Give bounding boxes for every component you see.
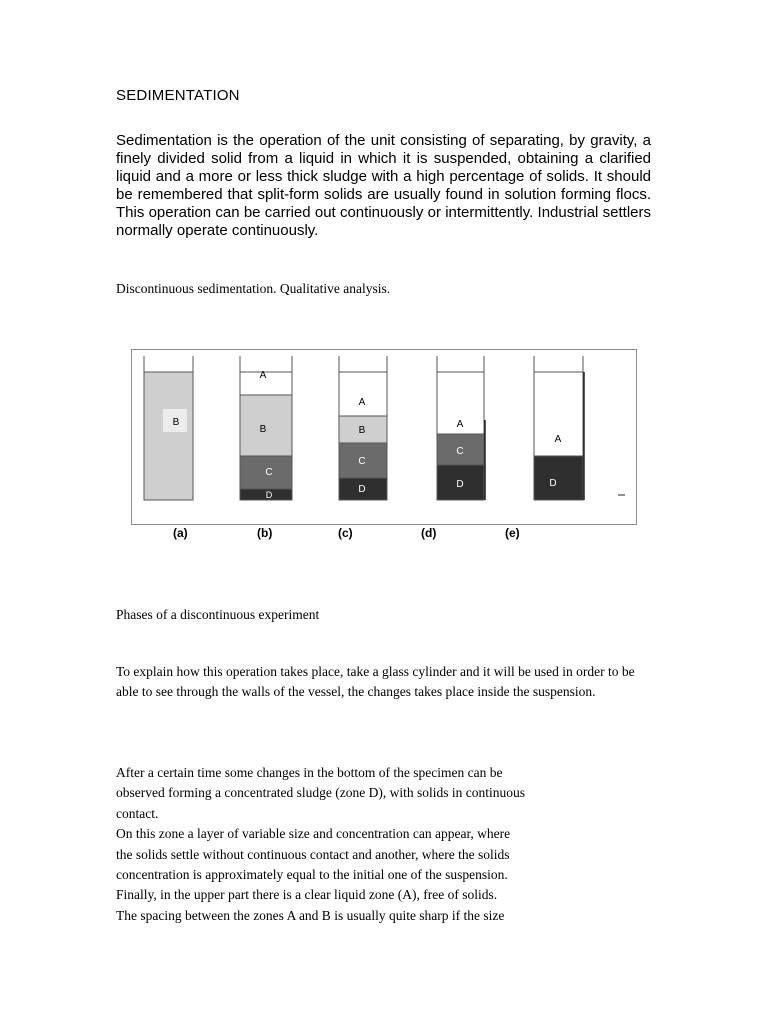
figure-caption: Phases of a discontinuous experiment: [116, 607, 320, 622]
section-subheading: Discontinuous sedimentation. Qualitative analysis.: [116, 281, 391, 296]
cylinder-a-label-b: B: [172, 417, 180, 428]
cylinder-c-label-c: C: [358, 456, 366, 467]
paragraph-line: concentration is approximately equal to the initial one of the suspension.: [116, 867, 508, 883]
cylinder-b-label-c: C: [265, 467, 273, 478]
cylinder-e-zone-d: [534, 456, 583, 500]
cylinder-b: [240, 356, 292, 500]
paragraph-line: After a certain time some changes in the bottom of the specimen can be: [116, 765, 503, 780]
body-paragraph-1: To explain how this operation takes place, take a glass cylinder and it will be used in order to be able to see through the walls of the vessel, the changes takes place inside the suspension.: [116, 664, 635, 700]
cylinder-e-label-d: D: [549, 478, 557, 489]
cylinder-d-label-d: D: [456, 479, 464, 490]
panel-label-d: (d): [421, 526, 437, 540]
cylinder-c-label-d: D: [358, 484, 366, 495]
cylinder-e-label-a: A: [554, 434, 562, 445]
cylinder-b-label-b: B: [259, 424, 267, 435]
document-title: SEDIMENTATION: [116, 87, 240, 104]
paragraph-line: The spacing between the zones A and B is usually quite sharp if the size: [116, 907, 505, 923]
cylinder-e: [534, 356, 584, 500]
cylinder-b-label-a: A: [259, 370, 267, 381]
cylinder-d-label-a: A: [456, 419, 464, 430]
cylinder-c-label-a: A: [358, 397, 366, 408]
cylinder-c-zone-a: [339, 372, 387, 416]
cylinder-a-zone-b: [144, 372, 193, 500]
paragraph-line: observed forming a concentrated sludge (zone D), with solids in continuous: [116, 785, 526, 801]
paragraph-line: contact.: [116, 805, 159, 821]
paragraph-line: Finally, in the upper part there is a clear liquid zone (A), free of solids.: [116, 887, 498, 903]
intro-paragraph: Sedimentation is the operation of the unit consisting of separating, by gravity, a finely divided solid from a liquid in which it is suspended, obtaining a clarified liquid and a more or less thick sludge with a high percentage of solids. It should be remembered that split-form solids are usually found in solution forming flocs. This operation can be carried out continuously or intermittently. Industrial settlers normally operate continuously.: [116, 132, 651, 239]
cylinder-c: [339, 356, 387, 500]
cylinder-b-label-d: D: [265, 490, 273, 500]
paragraph-line: the solids settle without continuous contact and another, where the solids: [116, 846, 510, 862]
cylinder-a: [144, 356, 193, 500]
paragraph-line: On this zone a layer of variable size and concentration can appear, where: [116, 826, 511, 842]
panel-label-e: (e): [505, 526, 520, 540]
panel-label-a: (a): [173, 526, 188, 540]
body-paragraph-2: [116, 763, 656, 926]
cylinder-d: [437, 356, 485, 500]
panel-label-b: (b): [257, 526, 273, 540]
panel-label-c: (c): [338, 526, 353, 540]
cylinder-c-label-b: B: [358, 425, 366, 436]
cylinder-d-label-c: C: [456, 446, 464, 457]
sedimentation-diagram: [132, 350, 636, 524]
sedimentation-figure: [131, 349, 637, 525]
